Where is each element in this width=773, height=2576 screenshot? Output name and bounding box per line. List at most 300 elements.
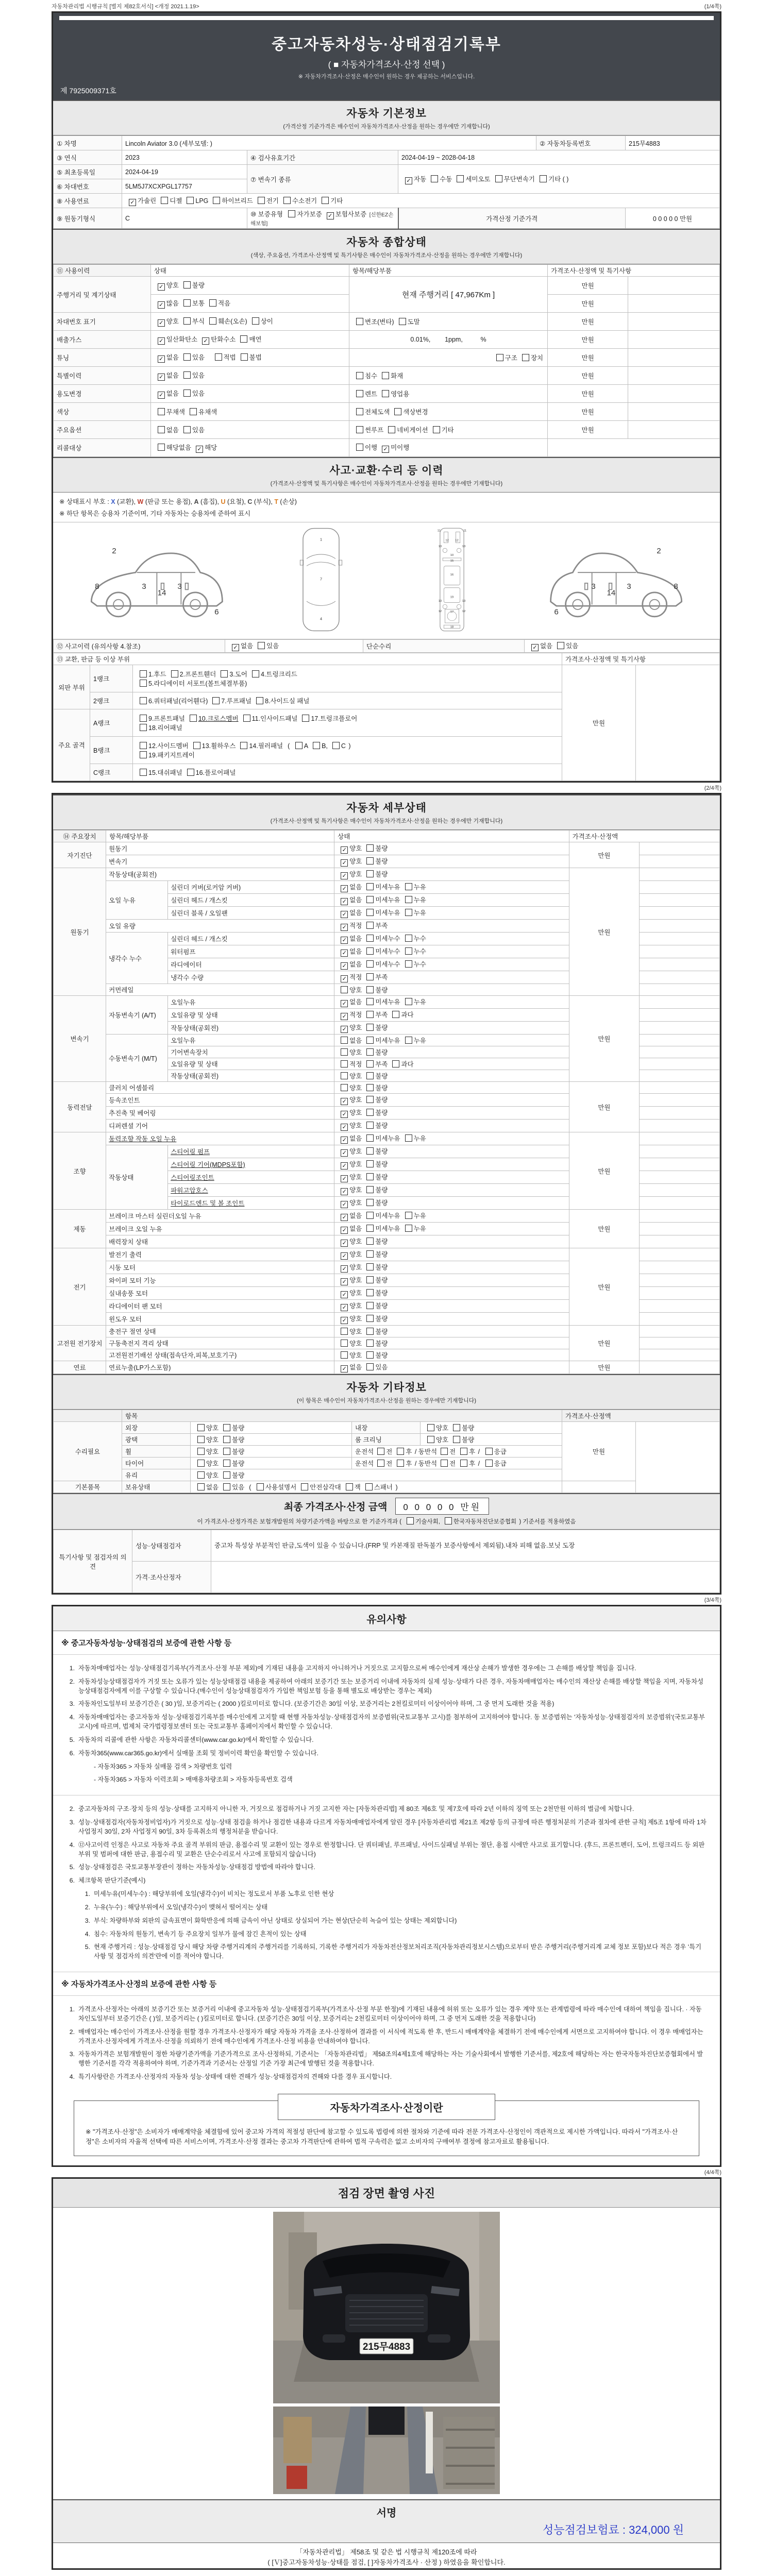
checkbox-label: 자동 [414,175,427,183]
checkbox[interactable] [366,1212,374,1219]
panel-number: 11 [463,529,467,533]
checkbox[interactable] [453,1436,460,1443]
notice-item [66,2073,707,2082]
checkbox[interactable] [495,175,502,182]
checkbox[interactable] [301,1483,308,1490]
checkbox[interactable]: ✓ [405,177,412,184]
checkbox[interactable] [382,390,389,397]
checkbox[interactable] [366,960,374,968]
checkbox[interactable] [190,715,197,722]
checkbox[interactable] [213,197,220,204]
table-row [54,1481,720,1493]
checkbox[interactable]: ✓ [158,319,165,327]
checkbox[interactable] [241,353,248,361]
checkbox[interactable]: ✓ [341,1188,348,1195]
checkbox-label: 양호 [206,1448,219,1455]
price-cell: 만원 [562,1422,636,1481]
token-text: ( [245,1484,253,1491]
checkbox[interactable] [223,1448,230,1455]
checkbox[interactable] [209,299,216,307]
checkbox[interactable] [366,1340,374,1347]
checkbox[interactable] [366,1302,374,1309]
section-detail-condition [53,794,720,830]
checkbox[interactable] [257,1483,264,1490]
checkbox[interactable] [190,408,197,415]
checkbox[interactable] [366,1024,374,1031]
checkbox[interactable]: ✓ [341,911,348,918]
checkbox[interactable] [366,1037,374,1044]
checkbox[interactable] [341,1048,348,1056]
checkbox[interactable] [295,742,303,749]
checkbox-label: 가솔린 [138,197,157,205]
checkbox[interactable] [187,769,194,776]
checkbox[interactable] [388,426,395,433]
checkbox[interactable] [356,318,363,325]
checkbox[interactable]: ✓ [341,1240,348,1247]
checkbox[interactable] [366,1060,374,1067]
recall-items [349,439,547,457]
checkbox[interactable]: ✓ [341,1111,348,1118]
checkbox[interactable] [341,986,348,993]
checkbox[interactable]: ✓ [341,1227,348,1234]
checkbox[interactable] [223,1424,230,1431]
checkbox[interactable]: ✓ [341,1124,348,1131]
checkbox[interactable] [557,642,564,649]
checkbox[interactable] [356,426,363,433]
checkbox[interactable] [183,371,191,379]
checkbox[interactable] [405,1225,412,1232]
checkbox[interactable]: ✓ [341,962,348,970]
checkbox[interactable] [223,1460,230,1467]
item-cell [106,1313,334,1326]
panel-number: 17 [450,611,454,614]
panel-number: 4 [320,616,322,621]
checkbox-label: 불량 [375,1049,388,1056]
checkbox[interactable] [427,1424,434,1431]
checkbox[interactable] [161,197,168,204]
checkbox[interactable]: ✓ [341,924,348,931]
checkbox[interactable] [140,670,147,677]
row-label: 내장 [352,1422,421,1434]
checkbox[interactable] [382,372,389,379]
checkbox[interactable]: ✓ [158,283,165,291]
checkbox[interactable]: ✓ [341,1252,348,1260]
checkbox[interactable] [140,680,147,687]
checkbox[interactable] [366,1084,374,1091]
checkbox[interactable] [540,175,547,182]
checkbox[interactable] [366,1238,374,1245]
item-label: 오일누유 [171,1037,196,1044]
checkbox[interactable]: ✓ [341,1149,348,1157]
checkbox[interactable]: ✓ [327,212,334,219]
checkbox-label: 자가보증 [297,211,322,218]
checkbox-label: 양호 [166,282,179,289]
checkbox-label: 미이행 [391,444,410,451]
checkbox[interactable] [341,1351,348,1359]
item-cell [106,1210,334,1223]
item-cell [106,1132,334,1145]
checkbox[interactable] [258,197,265,204]
note-cell [640,1326,720,1337]
row-label: 주요옵션 [54,421,151,439]
checkbox[interactable] [366,1096,374,1103]
status-checkboxes [334,1158,569,1171]
checkbox[interactable]: ✓ [341,1137,348,1144]
checkbox[interactable]: ✓ [341,1013,348,1020]
item-cell [168,1158,334,1171]
checkbox-label: 불량 [375,858,388,865]
checkbox[interactable] [221,670,228,677]
checkbox[interactable]: ✓ [158,337,165,345]
checkbox[interactable] [397,1448,404,1455]
checkbox[interactable] [140,769,147,776]
checkbox[interactable] [366,909,374,916]
checkbox[interactable] [197,1471,205,1479]
checkbox[interactable] [283,197,291,204]
field-label: ③ 연식 [54,150,122,165]
checkbox[interactable] [366,1109,374,1116]
checkbox[interactable] [140,751,147,758]
checkbox[interactable]: ✓ [341,1265,348,1273]
checkbox[interactable] [366,922,374,929]
checkbox[interactable] [366,1363,374,1370]
checkbox[interactable] [366,1250,374,1258]
checkbox[interactable] [405,960,412,968]
notice-item-text: - 자동차365 > 자동차 실매물 검색 > 차량번호 입력 [94,1762,232,1770]
checkbox-label: 14.필러패널 [249,742,283,750]
checkbox[interactable] [453,1424,460,1431]
notice-item-number: 4. [85,1930,90,1938]
notice-item-number: 1. [69,1665,75,1672]
checkbox[interactable] [140,697,147,704]
checkbox[interactable] [187,197,194,204]
checkbox-label: 미세누수 [375,948,400,955]
table-row [54,194,720,208]
checkbox[interactable] [405,1134,412,1142]
checkbox[interactable] [405,947,412,955]
checkbox[interactable] [366,1199,374,1206]
checkbox[interactable]: ✓ [202,337,209,345]
checkbox[interactable] [460,1460,467,1467]
checkbox[interactable]: ✓ [341,898,348,905]
checkbox[interactable]: ✓ [196,446,203,453]
notice-item [66,1713,707,1732]
checkbox[interactable] [240,335,247,343]
checkbox[interactable] [366,998,374,1005]
checkbox-label: 불량 [232,1436,245,1444]
checkbox[interactable] [366,1351,374,1359]
price-cell: 만원 [569,1248,640,1326]
checkbox[interactable] [366,1263,374,1270]
item-label: 스티어링 기어(MDPS포함) [171,1161,245,1168]
checkbox[interactable] [215,353,222,361]
checkbox[interactable] [407,1517,414,1524]
checkbox[interactable] [256,697,263,704]
checkbox[interactable] [366,1315,374,1322]
checkbox[interactable] [258,642,265,649]
status-checkboxes [334,1210,569,1223]
checkbox[interactable] [223,1436,230,1443]
checkbox-label: 없음 [166,354,179,361]
checkbox[interactable]: ✓ [158,392,165,399]
checkbox[interactable] [366,1276,374,1283]
checkbox[interactable] [366,896,374,903]
checkbox[interactable]: ✓ [341,1214,348,1221]
checkbox-label: 불량 [375,1277,388,1284]
checkbox[interactable] [183,353,191,361]
checkbox[interactable] [243,715,250,722]
panel-number: 18 [450,625,454,629]
checkbox[interactable] [209,317,216,325]
checkbox[interactable] [183,426,191,433]
checkbox[interactable] [427,1436,434,1443]
checkbox[interactable] [158,426,165,433]
checkbox[interactable] [405,935,412,942]
checkbox[interactable] [197,1436,205,1443]
checkbox[interactable] [460,1448,467,1455]
checkbox[interactable] [366,1328,374,1335]
item-label: 냉각수 수량 [171,974,204,981]
status-code-desc: (교환), [115,498,138,505]
checkbox[interactable] [366,935,374,942]
checkbox[interactable] [158,444,165,451]
checkbox[interactable] [441,1448,448,1455]
item-cell [106,984,334,996]
checkbox[interactable] [197,1460,205,1467]
checkbox[interactable] [366,986,374,993]
checkbox[interactable]: ✓ [129,199,136,206]
note-cell [640,855,720,868]
checkbox-label: 1.후드 [148,671,166,678]
item-cell [106,1361,334,1374]
checkbox[interactable] [366,973,374,980]
checkbox[interactable] [341,1072,348,1079]
checkbox[interactable] [405,896,412,903]
checkbox[interactable] [485,1460,493,1467]
status-checkboxes [334,1184,569,1197]
checkbox[interactable] [197,1448,205,1455]
checkbox[interactable] [366,1147,374,1155]
checkbox[interactable] [366,844,374,852]
checkbox[interactable] [356,408,363,415]
checkbox[interactable] [366,1289,374,1296]
checkbox-label: 9.프론트패널 [148,715,185,722]
checkbox[interactable] [366,1225,374,1232]
status-code: A [194,498,199,505]
checkbox[interactable] [341,1037,348,1044]
table-header-row [54,265,720,277]
status-code-desc: (판금 또는 용접), [143,498,194,505]
field-label: ⑦ 변속기 종류 [247,165,398,194]
checkbox[interactable] [171,670,178,677]
item-cell [168,1070,334,1082]
checkbox[interactable] [140,715,147,722]
checkbox[interactable] [366,883,374,890]
checkbox[interactable] [431,175,438,182]
note-cell [640,894,720,907]
panel-number: 6 [214,607,219,617]
column-header: ⑬ 교환, 판금 등 이상 부위 [54,653,562,665]
checkbox[interactable] [397,1460,404,1467]
checkbox-label: LPG [195,197,209,205]
checkbox[interactable] [441,1460,448,1467]
checkbox[interactable] [365,1483,373,1490]
checkbox[interactable]: ✓ [341,1175,348,1182]
checkbox[interactable] [183,281,191,289]
checkbox[interactable] [405,1212,412,1219]
checkbox[interactable] [197,1483,205,1490]
checkbox[interactable] [394,408,401,415]
notice-item-number: 4. [69,2073,75,2081]
checkbox[interactable] [341,1060,348,1067]
checkbox[interactable] [183,317,191,325]
checkbox[interactable] [313,742,320,749]
checkbox[interactable] [302,715,309,722]
checkbox[interactable]: ✓ [341,1098,348,1105]
checkbox[interactable]: ✓ [341,937,348,944]
checkbox[interactable] [392,1060,399,1067]
checkbox[interactable] [183,389,191,397]
checkbox[interactable] [399,318,406,325]
checkbox[interactable] [356,372,363,379]
checkbox[interactable] [332,742,340,749]
checkbox[interactable] [366,1134,374,1142]
checkbox[interactable]: ✓ [531,644,539,651]
checkbox[interactable] [223,1483,230,1490]
notice-item-text: 체크항목 판단기준(예시) [78,1877,146,1885]
notice-item-number: 2. [69,1677,75,1685]
checkbox[interactable] [341,1084,348,1091]
checkbox[interactable] [366,1160,374,1167]
checkbox-label: 양호 [349,1122,362,1129]
checkbox[interactable] [341,1328,348,1335]
checkbox[interactable] [366,947,374,955]
checkbox[interactable] [158,408,165,415]
checkbox[interactable]: ✓ [341,1304,348,1311]
checkbox[interactable]: ✓ [341,846,348,854]
field-label: ⑨ 원동기형식 [54,208,122,229]
checkbox-label: 한국자동차진단보증협회 [453,1519,517,1525]
checkbox[interactable]: ✓ [341,1365,348,1372]
simple-repair-checkboxes [525,640,720,653]
checkbox[interactable]: ✓ [341,885,348,892]
checkbox[interactable]: ✓ [158,301,165,309]
checkbox[interactable] [212,697,220,704]
item-label: 연료누출(LP가스포함) [109,1364,171,1371]
checkbox[interactable]: ✓ [158,355,165,363]
checkbox-label: 전기 [266,197,279,205]
item-label: 고전원전기배선 상태(접속단자,피복,보호기구) [109,1352,237,1359]
checkbox-label: 양호 [349,1187,362,1194]
checkbox[interactable]: ✓ [232,644,239,651]
checkbox[interactable]: ✓ [341,1026,348,1033]
checkbox[interactable] [366,1186,374,1193]
checkbox[interactable]: ✓ [341,1278,348,1285]
checkbox[interactable]: ✓ [341,872,348,879]
checkbox[interactable] [457,175,464,182]
checkbox[interactable] [193,742,200,749]
checkbox[interactable]: ✓ [341,859,348,867]
column-header: 항목/해당부품 [106,831,334,842]
column-header: 항목 [122,1410,562,1422]
notice-group-a [53,1655,720,1795]
checkbox-label: 후 [469,1460,476,1467]
device-group-label: 동력전달 [54,1082,106,1132]
checkbox[interactable] [140,742,147,749]
checkbox[interactable] [405,909,412,916]
checkbox[interactable] [240,742,247,749]
checkbox-label: 해당없음 [166,444,192,451]
row-label: 타이어 [122,1458,191,1469]
checkbox[interactable] [288,210,295,217]
status-code-legend [53,493,720,522]
checkbox[interactable] [366,1122,374,1129]
checkbox[interactable] [392,1011,399,1018]
checkbox[interactable]: ✓ [341,975,348,982]
checkbox[interactable] [252,317,259,325]
checkbox[interactable]: ✓ [341,1000,348,1007]
checkbox[interactable] [366,870,374,877]
checkbox[interactable] [356,444,363,451]
checkbox[interactable]: ✓ [341,1201,348,1208]
checkbox[interactable] [496,354,503,361]
checkbox[interactable] [183,299,191,307]
checkbox[interactable] [366,1173,374,1180]
checkbox[interactable] [356,390,363,397]
checkbox[interactable]: ✓ [341,1162,348,1170]
checkbox[interactable] [445,1517,452,1524]
checkbox[interactable] [366,1072,374,1079]
checkbox[interactable] [366,1011,374,1018]
checkbox[interactable]: ✓ [382,446,389,453]
note-cell [640,1070,720,1082]
notice-item [66,1749,707,1758]
checkbox[interactable]: ✓ [341,950,348,957]
checkbox-label: 12.사이드멤버 [148,742,189,750]
checkbox[interactable] [197,1424,205,1431]
color-checkboxes [150,403,349,421]
car-diagram-top [280,526,362,634]
checkbox[interactable]: ✓ [158,374,165,381]
checkbox-label: 양호 [206,1425,219,1432]
checkbox[interactable] [433,426,440,433]
checkbox[interactable] [322,197,329,204]
checkbox[interactable] [252,670,259,677]
checkbox[interactable] [522,354,529,361]
section-basic-info [53,100,720,135]
checkbox[interactable] [341,1340,348,1347]
checkbox[interactable] [405,998,412,1005]
checkbox[interactable] [405,1037,412,1044]
checkbox[interactable] [377,1460,384,1467]
checkbox-label: 기술사회, [415,1519,440,1525]
checkbox[interactable]: ✓ [341,1317,348,1324]
notice-item-number [82,1775,90,1785]
checkbox[interactable] [485,1448,493,1455]
price-cell: 만원 [548,295,628,313]
checkbox[interactable] [346,1483,353,1490]
checkbox[interactable] [366,857,374,865]
checkbox[interactable] [140,724,147,731]
notice-item-number: 1. [69,2006,75,2013]
checkbox[interactable] [405,883,412,890]
checkbox[interactable] [223,1471,230,1479]
price-cell: 만원 [569,1082,640,1132]
checkbox[interactable]: ✓ [341,1291,348,1298]
checkbox[interactable] [366,1048,374,1056]
checkbox[interactable] [377,1448,384,1455]
section-subtitle: (가격산정 기준가격은 매수인이 자동차가격조사·산정을 원하는 경우에만 기재합니다) [283,124,490,130]
